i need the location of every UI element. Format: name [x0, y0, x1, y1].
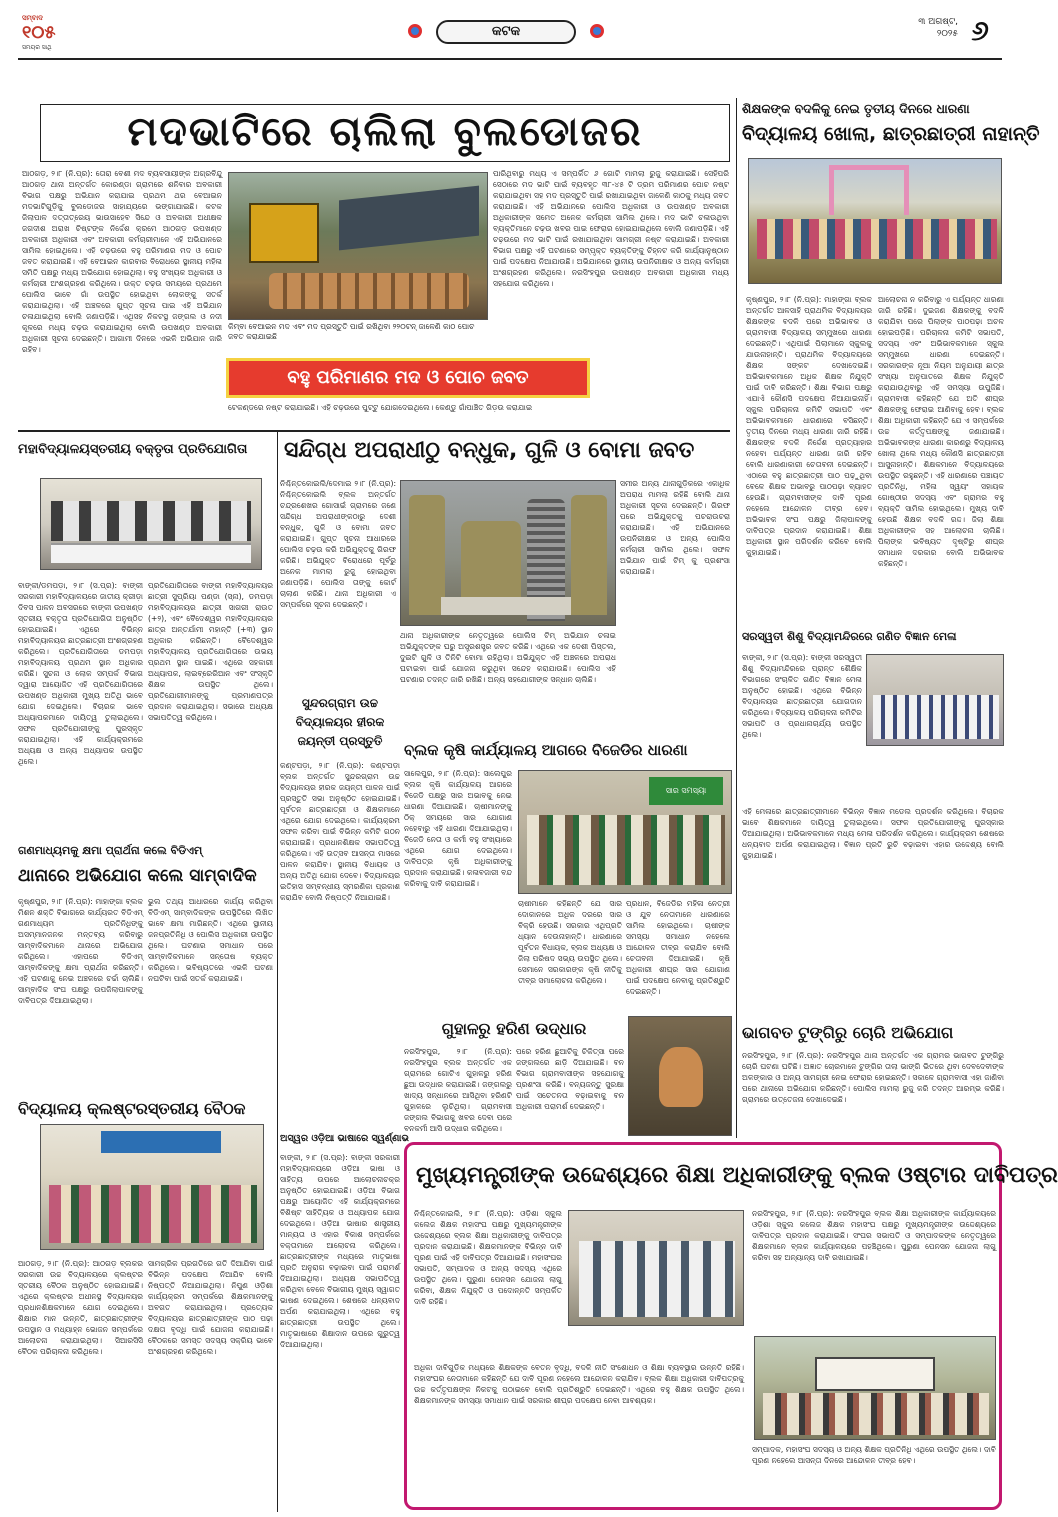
cm-headline: ମୁଖ୍ୟମନ୍ତ୍ରୀଙ୍କ ଉଦ୍ଦେଶ୍ୟରେ ଶିକ୍ଷା ଅଧିକାରୀଙ୍କୁ ବ୍ଲକ ଓଷ୍ଟାର ଦାବିପତ୍ର: [416, 1163, 1058, 1188]
bjd-col1: ସାଲେପୁର, ୨।୮ (ନି.ପ୍ର): ସାଲେପୁର ବ୍ଲକ କୃଷି କାର୍ଯ୍ୟାଳୟ ଆଗରେ ବିଜେଡି ପକ୍ଷରୁ ସାର ଅଭାବକୁ ନେଇ ଧାରଣା ଦିଆଯାଇଛି। ଚାଷୀମାନଙ୍କୁ ଠିକ୍ ସମୟରେ ସାର ଯୋଗାଣ ନହେବାରୁ ଏହି ଧାରଣା ଦିଆଯାଇଥିଲା। ବିଜେଡି ନେତା ଓ କର୍ମୀ ବହୁ ସଂଖ୍ୟାରେ ଏଥିରେ ଯୋଗ ଦେଇଥିଲେ। ଦାବିପତ୍ର କୃଷି ଅଧିକାରୀଙ୍କୁ ପ୍ରଦାନ କରାଯାଇଛି। କଳାବଜାରୀ ବନ୍ଦ କରିବାକୁ ଦାବି କରାଯାଇଛି।: [404, 769, 512, 888]
school-col2: ଆଲୋଚନା ନ କରିବାରୁ ଏ ପର୍ଯ୍ୟନ୍ତ ଧାରଣା ଜାରି ରହିଛି। ଦୁଇଜଣ ଶିକ୍ଷକଙ୍କୁ ବଦଳି କରାଯିବା ପରେ ପିଲାଙ୍କ ପାଠପଢ଼ା ଅଚଳ ହୋଇପଡ଼ିଛି। ପରିଚାଳନା କମିଟି ସଭାପତି, ସଦସ୍ୟ ଏବଂ ଅଭିଭାବକମାନେ ସ୍କୁଲ ସମ୍ମୁଖରେ ଧାରଣା ଦେଇଛନ୍ତି। ସରକାରଙ୍କ ନୂଆ ନିୟମ ଅନୁଯାୟୀ ଛାତ୍ର ସଂଖ୍ୟା ଅନୁପାତରେ ଶିକ୍ଷକ ନିଯୁକ୍ତି କରାଯାଉଥିବାରୁ ଏହି ସମସ୍ୟା ଉପୁଜିଛି। ଗ୍ରାମବାସୀ କହିଛନ୍ତି ଯେ ଅତି ଶୀଘ୍ର ଶିକ୍ଷକଙ୍କୁ ଫେରାଇ ଆଣିବାକୁ ହେବ। ବ୍ଲକ ଶିକ୍ଷା ଅଧିକାରୀ କହିଛନ୍ତି ଯେ ଏ ସମ୍ପର୍କରେ ଉଚ୍ଚ କର୍ତ୍ତୃପକ୍ଷଙ୍କୁ ଜଣାଯାଇଛି। ଅଭିଭାବକଙ୍କ ଧାରଣା କାରଣରୁ ବିଦ୍ୟାଳୟ ଖୋଲା ଥିଲେ ମଧ୍ୟ କୌଣସି ଛାତ୍ରଛାତ୍ରୀ ଆସୁନାହାନ୍ତି। ଶିକ୍ଷକମାନେ ବିଦ୍ୟାଳୟରେ ଉପସ୍ଥିତ ରହୁଛନ୍ତି। ଏହି ଧାରଣାରେ ପଞ୍ଚାୟତ ପ୍ରତିନିଧି, ମହିଳା ସ୍ୱୟଂ ସହାୟକ ଗୋଷ୍ଠୀର ସଦସ୍ୟ ଏବଂ ଗ୍ରାମର ବହୁ ବ୍ୟକ୍ତି ସାମିଲ ହୋଇଥିଲେ। ମୁଖ୍ୟ ଦାବି ହେଉଛି ଶିକ୍ଷକ ବଦଳି ରଦ୍ଦ। ଜିଲା ଶିକ୍ଷା ଅଧିକାରୀଙ୍କ ସହ ଆଲୋଚନା ଚାଲିଛି। ପିଲାଙ୍କ ଭବିଷ୍ୟତ ଦୃଷ୍ଟିରୁ ଶୀଘ୍ର ସମାଧାନ ଦରକାର ବୋଲି ଅଭିଭାବକ କହିଛନ୍ତି।: [878, 295, 1004, 568]
cm-col3: ନରସିଂହପୁର, ୨।୮ (ନି.ପ୍ର): ନରସିଂହପୁର ବ୍ଲକ ଶିକ୍ଷା ଅଧିକାରୀଙ୍କ କାର୍ଯ୍ୟାଳୟରେ ଓଡ଼ିଶା ସ୍କୁଲ କଲେଜ ଶିକ୍ଷକ ମହାସଂଘ ପକ୍ଷରୁ ମୁଖ୍ୟମନ୍ତ୍ରୀଙ୍କ ଉଦ୍ଦେଶ୍ୟରେ ଦାବିପତ୍ର ପ୍ରଦାନ କରାଯାଇଛି। ସଂଘର ସଭାପତି ଓ ସମ୍ପାଦକଙ୍କ ନେତୃତ୍ୱରେ ଶିକ୍ଷକମାନେ ବ୍ଲକ କାର୍ଯ୍ୟାଳୟରେ ପହଞ୍ଚିଥିଲେ। ପୁରୁଣା ପେନସନ ଯୋଜନା ଲାଗୁ କରିବା ସହ ଅନ୍ୟାନ୍ୟ ଦାବି ରଖାଯାଇଛି।: [752, 1209, 996, 1262]
date-line-2: ୨୦୨୫: [936, 29, 958, 39]
deer-col1: ନରସିଂହପୁର, ୨।୮ (ନି.ପ୍ର): ନରସିଂହପୁର ବ୍ଲକ ଅନ୍ତର୍ଗତ ଏକ ଗ୍ରାମରେ ଗୋଟିଏ ଗୁହାଳରୁ ହରିଣ ଛୁଆ ଉଦ୍ଧାର କରାଯାଇଛି। ଜଙ୍ଗଲରୁ ଖାଦ୍ୟ ସନ୍ଧାନରେ ଆସିଥିବା ହରିଣଟି ଗୁହାଳରେ ଲୁଚିଥିଲା। ଗ୍ରାମବାସୀ ଜଙ୍ଗଲ ବିଭାଗକୁ ଖବର ଦେବା ପରେ ବନକର୍ମୀ ଆସି ଉଦ୍ଧାର କରିଥିଲେ।: [404, 1047, 512, 1133]
debate-photo: [40, 478, 262, 570]
sundargram-headline-3: ଜୟନ୍ତୀ ପ୍ରସ୍ତୁତି: [297, 734, 383, 748]
arms-photo: [400, 480, 616, 626]
bjd-banner: ସାର ସମସ୍ୟା: [649, 777, 723, 805]
odia-body: ବାଙ୍କୀ, ୨।୮ (ସ.ପ୍ର): ବାଙ୍କୀ ସରକାରୀ ମହାବିଦ୍ୟାଳୟରେ ଓଡ଼ିଆ ଭାଷା ଓ ସାହିତ୍ୟ ଉପରେ ଆଲୋଚନାଚକ୍ର ଅନୁଷ୍ଠିତ ହୋଇଯାଇଛି। ଓଡ଼ିଆ ବିଭାଗ ପକ୍ଷରୁ ଆୟୋଜିତ ଏହି କାର୍ଯ୍ୟକ୍ରମରେ ବିଶିଷ୍ଟ ସାହିତ୍ୟିକ ଓ ଅଧ୍ୟାପକ ଯୋଗ ଦେଇଥିଲେ। ଓଡ଼ିଆ ଭାଷାର ଶାସ୍ତ୍ରୀୟ ମାନ୍ୟତା ଓ ଏହାର ବିକାଶ ସମ୍ପର୍କରେ ବକ୍ତାମାନେ ଆଲୋଚନା କରିଥିଲେ। ଛାତ୍ରଛାତ୍ରୀଙ୍କ ମଧ୍ୟରେ ମାତୃଭାଷା ପ୍ରତି ଅନୁରାଗ ବଢ଼ାଇବା ପାଇଁ ପରାମର୍ଶ ଦିଆଯାଇଥିଲା। ଅଧ୍ୟକ୍ଷ ସଭାପତିତ୍ୱ କରିଥିବା ବେଳେ ବିଭାଗୀୟ ମୁଖ୍ୟ ସ୍ୱାଗତ ଭାଷଣ ଦେଇଥିଲେ। ଶେଷରେ ଧନ୍ୟବାଦ ଅର୍ପଣ କରାଯାଇଥିଲା। ଏଥିରେ ବହୁ ଛାତ୍ରଛାତ୍ରୀ ଉପସ୍ଥିତ ଥିଲେ। ମାତୃଭାଷାରେ ଶିକ୍ଷାଦାନ ଉପରେ ଗୁରୁତ୍ୱ ଦିଆଯାଇଥିଲା।: [280, 1153, 400, 1349]
logs-icon: [269, 273, 469, 309]
bjd-col2: ଚାଷୀମାନେ କହିଛନ୍ତି ଯେ ସାର ଦୋକାନରେ ଅଧିକ ଦରରେ ସାର ବିକ୍ରି ହେଉଛି। ସରକାର ଏଥିପ୍ରତି ଧ୍ୟାନ ଦେଉନାହାନ୍ତି। ଧାରଣାରେ ପୂର୍ବତନ ବିଧାୟକ, ବ୍ଲକ ଅଧ୍ୟକ୍ଷ ଓ ଜିଲା ପରିଷଦ ସଭ୍ୟ ଉପସ୍ଥିତ ଥିଲେ। ସେମାନେ ସରକାରଙ୍କ କୃଷି ନୀତିକୁ ତୀବ୍ର ସମାଲୋଚନା କରିଥିଲେ।: [518, 899, 622, 985]
newspaper-logo: [22, 14, 82, 51]
sundargram-headline: [280, 694, 400, 754]
cm-col1: ନିଶ୍ଚିନ୍ତକୋଇଲି, ୨।୮ (ନି.ପ୍ର): ଓଡ଼ିଶା ସ୍କୁଲ କଲେଜ ଶିକ୍ଷକ ମହାସଂଘ ପକ୍ଷରୁ ମୁଖ୍ୟମନ୍ତ୍ରୀଙ୍କ ଉଦ୍ଦେଶ୍ୟରେ ବ୍ଲକ ଶିକ୍ଷା ଅଧିକାରୀଙ୍କୁ ଦାବିପତ୍ର ପ୍ରଦାନ କରାଯାଇଛି। ଶିକ୍ଷକମାନଙ୍କ ବିଭିନ୍ନ ଦାବି ପୂରଣ ପାଇଁ ଏହି ଦାବିପତ୍ର ଦିଆଯାଇଛି। ମହାସଂଘର ସଭାପତି, ସମ୍ପାଦକ ଓ ଅନ୍ୟ ସଦସ୍ୟ ଏଥିରେ ଉପସ୍ଥିତ ଥିଲେ। ପୁରୁଣା ପେନସନ ଯୋଜନା ଲାଗୁ କରିବା, ଶିକ୍ଷକ ନିଯୁକ୍ତି ଓ ପଦୋନ୍ନତି ସମ୍ପର୍କିତ ଦାବି ରହିଛି।: [414, 1209, 562, 1306]
meeting-headline: ବିଦ୍ୟାଳୟ କ୍ଲଷ୍ଟରସ୍ତରୀୟ ବୈଠକ: [18, 1099, 246, 1118]
column-rule-right: [736, 98, 737, 1138]
meeting-photo: [40, 1124, 264, 1250]
demand-banner-icon: [815, 1357, 935, 1391]
bjd-col3: ପ୍ରଧାନ, ବିଜେଡିର ମହିଳା ନେତ୍ରୀ ଓ ଯୁବ ନେତାମାନେ ଧାରଣାରେ ସାମିଲ ହୋଇଥିଲେ। ଚାଷୀଙ୍କ ସମସ୍ୟା ସମାଧାନ ନହେଲେ ଆନ୍ଦୋଳନ ତୀବ୍ର କରାଯିବ ବୋଲି ଚେତାବନୀ ଦିଆଯାଇଛି। କୃଷି ଅଧିକାରୀ ଶୀଘ୍ର ସାର ଯୋଗାଣ ପାଇଁ ପଦକ୍ଷେପ ନେବାକୁ ପ୍ରତିଶ୍ରୁତି ଦେଇଛନ୍ତି।: [626, 899, 730, 996]
table-icon: [51, 543, 251, 563]
bulldozer-photo-caption: କିମ୍ବା ବେଆଇନ ମଦ ଏବଂ ମଦ ପ୍ରସ୍ତୁତି ପାଇଁ ରଖିଥିବା ୨୨୦ଟନ୍ ଜାଳେଣି କାଠ ପୋଚ ଜବତ କରାଯାଇଛି: [228, 322, 475, 341]
school-gate-icon: [829, 165, 909, 215]
debate-col2: ପ୍ରତିଯୋଗିତାରେ ବାଙ୍କୀ ମହାବିଦ୍ୟାଳୟର ଛାତ୍ରୀ ସୁପ୍ରିୟା ପଣ୍ଡା (ସ୍ନା), ଡମପଡ଼ା ମହାବିଦ୍ୟାଳୟର ଛାତ୍ରୀ ସାଗରୀ ରାଉତ (+୨), ଏବଂ ବୈଦେଶ୍ୱର ମହାବିଦ୍ୟାଳୟର ଛାତ୍ର ଅନ୍ତର୍ଯାମୀ ମହାନ୍ତି (+୩) ସ୍ଥାନ ଅଧିକାର କରିଛନ୍ତି। ବୈଦେଶ୍ୱର ମହାବିଦ୍ୟାଳୟ ପ୍ରତିଯୋଗିତାରେ ଉଭୟ ପ୍ରଥମ ସ୍ଥାନ ପାଇଛି। ଏଥିରେ ସହକାରୀ ଅଧ୍ୟାପକ, ଲାଇବ୍ରେରିଆନ ଏବଂ ସଂସ୍କୃତି ଶିକ୍ଷକ ଉପସ୍ଥିତ ଥିଲେ। ପ୍ରତିଯୋଗୀମାନଙ୍କୁ ପ୍ରମାଣପତ୍ର ପ୍ରଦାନ କରାଯାଇଥିଲା। ସଭାରେ ଅଧ୍ୟକ୍ଷ ସଭାପତିତ୍ୱ କରିଥିଲେ।: [148, 581, 273, 722]
science-photo: [866, 654, 1004, 746]
bulldozer-bottom-line: ଟେକଣ୍ଡରେ ନଷ୍ଟ କରାଯାଇଛି। ଏହି ଚଢ଼ଉରେ ପୁଟ୍ଟୁ ଯୋଗଦେଇଥିଲେ। କେଣ୍ଡୁ ଗାଁପାଞ୍ଚିତ ଗିଡ଼ଉ କରାଯାଇ: [228, 403, 533, 412]
cm-photo-2: [754, 1336, 996, 1440]
page-number: ୬: [971, 14, 989, 47]
shed-roof-icon: [339, 186, 479, 251]
protesters-seated-icon: [527, 815, 725, 885]
bulldozer-icon: [249, 203, 319, 263]
bjd-headline: ବ୍ଲକ କୃଷି କାର୍ଯ୍ୟାଳୟ ଆଗରେ ବିଜେଡିର ଧାରଣା: [404, 741, 688, 759]
bulldozer-photo: [228, 172, 488, 320]
arms-headline: ସନ୍ଦିଗ୍ଧ ଅପରାଧୀଠୁ ବନ୍ଧୁକ, ଗୁଳି ଓ ବୋମା ଜବତ: [284, 438, 695, 463]
sundargram-headline-2: ବିଦ୍ୟାଳୟର ହୀରକ: [295, 715, 385, 729]
sundargram-headline-1: ସୁନ୍ଦରଗ୍ରାମ ଉଚ୍ଚ: [301, 696, 379, 710]
masthead-divider: [18, 58, 1002, 60]
left-dot-icon: [408, 24, 422, 38]
logo-small-text: ସମ୍ବାଦ: [22, 14, 43, 22]
odia-headline: ଅସ୍ୱର ଓଡ଼ିଆ ଭାଷାରେ ସ୍ୱର୍ଣ୍ଣାଭ: [280, 1133, 409, 1144]
seized-arms-table-icon: [441, 597, 571, 615]
ganamadhyam-headline-1: ଗଣମାଧ୍ୟମକୁ କ୍ଷମା ପ୍ରାର୍ଥନା କଲେ ବିଡିଏମ୍: [18, 844, 203, 857]
police-officer-right-icon: [571, 495, 607, 615]
teachers-group-icon: [763, 1393, 989, 1435]
ganamadhyam-col2: ଭୁଲ ତଥ୍ୟ ଆଧାରରେ କାର୍ଯ୍ୟ କରିଥିବା ବିଡିଏମ୍ ସାମ୍ବାଦିକଙ୍କ ଉପସ୍ଥିତିରେ ଲିଖିତ ଭାବେ କ୍ଷମା ମାଗିଛନ୍ତି। ଏଥିରେ ସ୍ଥାନୀୟ ଜନପ୍ରତିନିଧି ଓ ପୋଲିସ ଅଧିକାରୀ ଉପସ୍ଥିତ ଥିଲେ। ଘଟଣାର ସମାଧାନ ପରେ ସାମ୍ବାଦିକମାନେ ସନ୍ତୋଷ ବ୍ୟକ୍ତ କରିଥିଲେ। ଭବିଷ୍ୟତରେ ଏଭଳି ଘଟଣା ନଘଟିବା ପାଇଁ ସତର୍କ କରାଯାଇଛି।: [148, 897, 273, 983]
meeting-col2: ସାମଗ୍ରିକ ପ୍ରଗତିରେ ଗତି ଦିଆଯିବା ପାଇଁ ବିଭିନ୍ନ ପଦକ୍ଷେପ ନିଆଯିବ ବୋଲି ନିଷ୍ପତ୍ତି ନିଆଯାଇଥିଲା। ନିପୁଣ ଓଡ଼ିଶା କାର୍ଯ୍ୟକ୍ରମ ସମ୍ପର୍କରେ ଶିକ୍ଷକମାନଙ୍କୁ ଅବଗତ କରାଯାଇଥିଲା। ପ୍ରତ୍ୟେକ ବିଦ୍ୟାଳୟର ଛାତ୍ରଛାତ୍ରୀଙ୍କ ପାଠ ପଢ଼ା ଦକ୍ଷତା ବୃଦ୍ଧି ପାଇଁ ଯୋଜନା କରାଯାଇଛି। ବୈଠକରେ ସମସ୍ତ ସଦସ୍ୟ ସକ୍ରିୟ ଭାବେ ଅଂଶଗ୍ରହଣ କରିଥିଲେ।: [148, 1259, 273, 1356]
meeting-col1: ଆଠଗଡ଼, ୨।୮ (ନି.ପ୍ର): ଆଠଗଡ଼ ବ୍ଲକର ସରକାରୀ ଉଚ୍ଚ ବିଦ୍ୟାଳୟରେ କ୍ଲଷ୍ଟର ସ୍ତରୀୟ ବୈଠକ ଅନୁଷ୍ଠିତ ହୋଇଯାଇଛି। ଏଥିରେ କ୍ଲଷ୍ଟର ଅଧୀନସ୍ଥ ବିଦ୍ୟାଳୟର ପ୍ରଧାନଶିକ୍ଷକମାନେ ଯୋଗ ଦେଇଥିଲେ। ଶିକ୍ଷାର ମାନ ଉନ୍ନତି, ଛାତ୍ରଛାତ୍ରୀଙ୍କ ଉପସ୍ଥାନ ଓ ମଧ୍ୟାହ୍ନ ଭୋଜନ ସମ୍ପର୍କରେ ଆଲୋଚନା କରାଯାଇଥିଲା। ସିଆରସିସି ବୈଠକ ପରିଚାଳନା କରିଥିଲେ।: [18, 1259, 143, 1356]
science-col1: ବାଙ୍କୀ, ୨।୮ (ସ.ପ୍ର): ବାଙ୍କୀ ସରସ୍ୱତୀ ଶିଶୁ ବିଦ୍ୟାମନ୍ଦିରରେ ପ୍ରାନ୍ତ ଶୈକ୍ଷିକ ବିଭାଗରେ ସଂଚାଳିତ ଗଣିତ ବିଜ୍ଞାନ ମେଳା ଅନୁଷ୍ଠିତ ହୋଇଛି। ଏଥିରେ ବିଭିନ୍ନ ବିଦ୍ୟାଳୟର ଛାତ୍ରଛାତ୍ରୀ ଯୋଗଦାନ କରିଥିଲେ। ବିଦ୍ୟାଳୟ ପରିଚାଳନା କମିଟିର ସଭାପତି ଓ ପ୍ରଧାନାଚାର୍ଯ୍ୟ ଉପସ୍ଥିତ ଥିଲେ।: [742, 653, 862, 739]
arms-col1: ନିଶ୍ଚିନ୍ତକୋଇଲି/ଦେମାଇ ୨।୮ (ନି.ପ୍ର): ନିଶ୍ଚିନ୍ତକୋଇଲି ବ୍ଲକ ଅନ୍ତର୍ଗତ ଚନ୍ଦ୍ରଶେଖର ଗୋସାଇଁ ଗ୍ରାମରେ ଜଣେ ସନ୍ଦିଗ୍ଧ ଅପରାଧୀଙ୍କଠାରୁ ଦେଶୀ ବନ୍ଧୁକ, ଗୁଳି ଓ ବୋମା ଜବତ କରାଯାଇଛି। ଗୁପ୍ତ ସୂଚନା ଆଧାରରେ ପୋଲିସ ଚଢ଼ଉ କରି ଅଭିଯୁକ୍ତକୁ ଗିରଫ କରିଛି। ଅଭିଯୁକ୍ତ ବିରୋଧରେ ପୂର୍ବରୁ ଅନେକ ମାମଲା ରୁଜୁ ହୋଇଥିବା ଜଣାପଡ଼ିଛି। ପୋଲିସ ତାଙ୍କୁ କୋର୍ଟ ଚାଲାଣ କରିଛି। ଥାନା ଅଧିକାରୀ ଏ ସମ୍ପର୍କରେ ସୂଚନା ଦେଇଛନ୍ତି।: [280, 479, 396, 609]
deer-icon: [659, 1047, 703, 1107]
deer-col2: ପରେ ହରିଣ ଛୁଆଟିକୁ ଚିକିତ୍ସା ପରେ ଜଙ୍ଗଲରେ ଛାଡ଼ି ଦିଆଯାଇଛି। ବନ ବିଭାଗ ଗ୍ରାମବାସୀଙ୍କ ସହଯୋଗକୁ ପ୍ରଶଂସା କରିଛି। ବନ୍ୟଜନ୍ତୁ ସୁରକ୍ଷା ପାଇଁ ସଚେତନତା ବଢ଼ାଇବାକୁ ବନ ଅଧିକାରୀ ପରାମର୍ଶ ଦେଇଛନ୍ତି।: [516, 1047, 624, 1111]
bjd-photo: [518, 770, 732, 894]
science-col2: ଏହି ମେଳାରେ ଛାତ୍ରଛାତ୍ରୀମାନେ ବିଭିନ୍ନ ବିଜ୍ଞାନ ମଡେଲ ପ୍ରଦର୍ଶନ କରିଥିଲେ। ବିଚାରକ ଭାବେ ଶିକ୍ଷକମାନେ ଦାୟିତ୍ୱ ତୁଲାଇଥିଲେ। ସଫଳ ପ୍ରତିଯୋଗୀଙ୍କୁ ପୁରସ୍କାର ଦିଆଯାଇଥିଲା। ଅଭିଭାବକମାନେ ମଧ୍ୟ ମେଳା ପରିଦର୍ଶନ କରିଥିଲେ। କାର୍ଯ୍ୟକ୍ରମ ଶେଷରେ ଧନ୍ୟବାଦ ଅର୍ପଣ କରାଯାଇଥିଲା। ବିଜ୍ଞାନ ପ୍ରତି ରୁଚି ବଢ଼ାଇବା ଏହାର ଉଦ୍ଦେଶ୍ୟ ବୋଲି କୁହାଯାଇଛି।: [742, 807, 1004, 860]
arms-col3: ସମୀର ଅନ୍ୟ ଥାନାଗୁଡ଼ିକରେ ଏକାଧିକ ଅପରାଧ ମାମଲା ରହିଛି ବୋଲି ଥାନା ଅଧିକାରୀ ସୂଚନା ଦେଇଛନ୍ତି। ଗିରଫ ପରେ ଅଭିଯୁକ୍ତକୁ ପଚରାଉଚରା କରାଯାଇଛି। ଏହି ଅଭିଯାନରେ ଉପନିରୀକ୍ଷକ ଓ ଅନ୍ୟ ପୋଲିସ କର୍ମଚାରୀ ସାମିଲ ଥିଲେ। ସଫଳ ଅଭିଯାନ ପାଇଁ ଟିମ୍ କୁ ପ୍ରଶଂସା କରାଯାଇଛି।: [620, 479, 730, 576]
protesters-icon: [757, 219, 997, 259]
bulldozer-headline: ମଦଭାଟିରେ ଚାଲିଲା ବୁଲଡୋଜର: [127, 109, 643, 155]
bulldozer-headline-box: [40, 104, 730, 162]
science-headline: ସରସ୍ୱତୀ ଶିଶୁ ବିଦ୍ୟାମନ୍ଦିରରେ ଗଣିତ ବିଜ୍ଞାନ ମେଳା: [742, 630, 957, 643]
date-line-1: ୩ ଅଗଷ୍ଟ,: [918, 17, 958, 27]
school-photo: [748, 158, 1002, 284]
bulldozer-col1: ଆଠଗଡ଼, ୨।୮ (ନି.ପ୍ର): ତୋରା ବେଶୀ ମଦ ବ୍ୟବସାୟୀଙ୍କ ଅଗ୍ରବିନ୍ଦୁ ଆଠଗଡ଼ ଥାନା ଅନ୍ତର୍ଗତ କୋରଣ୍ଡା ଗ୍ରାମରେ ଶନିବାର ଅବକାରୀ ବିଭାଗ ପକ୍ଷରୁ ଅଭିଯାନ କରାଯାଇ ପ୍ରଥମ ଥର ବେଆଇନ ମଦଭାଟିଗୁଡ଼ିକୁ ବୁଲଡୋଜର ସାହାଯ୍ୟରେ ଭଙ୍ଗାଯାଇଛି। କଟକ ଜିଲାପାଳ ଦତ୍ତାତ୍ରେୟ ଭାଉସାହେବ ସିନ୍ଦେ ଓ ଅବକାରୀ ଅଧୀକ୍ଷକ ଜଗଦୀଶ ଅରାଖ ଚିଷ୍ଟଙ୍କ ନିର୍ଦ୍ଦେଶ କ୍ରମେ ଆଠଗଡ଼ ଉପଖଣ୍ଡ ଅବକାରୀ ଅଧିକାରୀ ଏବଂ ଅବକାରୀ କର୍ମଚାରୀମାନେ ଏହି ଅଭିଯାନରେ ସାମିଲ ହୋଇଥିଲେ। ଏହି ଚଢ଼ଉରେ ବହୁ ପରିମାଣର ମଦ ଓ ପୋଚ ଜବତ କରାଯାଇଛି। ଏହି ବେଆଇନ କାରବାର ବିରୋଧରେ ସ୍ଥାନୀୟ ମହିଳା ସମିତି ପକ୍ଷରୁ ମଧ୍ୟ ଅଭିଯୋଗ ହୋଇଥିଲା। ବହୁ ସଂଖ୍ୟକ ଅଧିକାରୀ ଓ କର୍ମଚାରୀ ଅଂଶଗ୍ରହଣ କରିଥିଲେ। ଉକ୍ତ ଚଢ଼ଉ ସମୟରେ ପ୍ରଥମେ ପୋଲିସ ଭାବେ ଗାଁ ଉପସ୍ଥିତ ହୋଇଥିବା ଲୋକଙ୍କୁ ସତର୍କ କରାଯାଇଥିଲା। ଏହି ଅଞ୍ଚଳରେ ଗୁପ୍ତ ସୂଚନା ପାଇ ଏହି ଅଭିଯାନ ଚଳାଯାଇଥିଲା ବୋଲି ଜଣାପଡ଼ିଛି। ଏଥିସହ ନିକଟସ୍ଥ ଜଙ୍ଗଲ ଓ ନଦୀ କୂଳରେ ମଧ୍ୟ ଚଢ଼ଉ କରାଯାଇଥିଲା ବୋଲି ଉପଖଣ୍ଡ ଅବକାରୀ ଅଧିକାରୀ ସୂଚନା ଦେଇଛନ୍ତି। ଆଗାମୀ ଦିନରେ ଏଭଳି ଅଭିଯାନ ଜାରି ରହିବ।: [22, 169, 222, 354]
ganamadhyam-headline-2: ଥାନାରେ ଅଭିଯୋଗ କଲେ ସାମ୍ବାଦିକ: [18, 866, 257, 886]
police-officer-left-icon: [409, 495, 445, 615]
meeting-banner-icon: [101, 1131, 221, 1153]
logo-big-text: ୧୦୫: [22, 22, 56, 43]
right-dot-icon: [590, 24, 604, 38]
column-rule-left: [277, 432, 278, 1512]
section-header: [406, 18, 606, 46]
students-seated-icon: [873, 695, 999, 739]
sundargram-body: କଣ୍ଟପଡ଼ା, ୨।୮ (ନି.ପ୍ର): କଣ୍ଟପଡ଼ା ବ୍ଲକ ଅନ୍ତର୍ଗତ ସୁନ୍ଦରଗ୍ରାମ ଉଚ୍ଚ ବିଦ୍ୟାଳୟର ହୀରକ ଜୟନ୍ତୀ ପାଳନ ପାଇଁ ପ୍ରସ୍ତୁତି ସଭା ଅନୁଷ୍ଠିତ ହୋଇଯାଇଛି। ପୂର୍ବତନ ଛାତ୍ରଛାତ୍ରୀ ଓ ଶିକ୍ଷକମାନେ ଏଥିରେ ଯୋଗ ଦେଇଥିଲେ। କାର୍ଯ୍ୟକ୍ରମ ସଫଳ କରିବା ପାଇଁ ବିଭିନ୍ନ କମିଟି ଗଠନ କରାଯାଇଛି। ପ୍ରଧାନଶିକ୍ଷକ ସଭାପତିତ୍ୱ କରିଥିଲେ। ଏହି ଉତ୍ସବ ଆସନ୍ତା ମାସରେ ପାଳନ କରାଯିବ। ସ୍ଥାନୀୟ ବିଧାୟକ ଓ ଅନ୍ୟ ଅତିଥି ଯୋଗ ଦେବେ। ବିଦ୍ୟାଳୟର ଇତିହାସ ସମ୍ବନ୍ଧୀୟ ସ୍ମରଣିକା ପ୍ରକାଶ କରାଯିବ ବୋଲି ନିଷ୍ପତ୍ତି ନିଆଯାଇଛି।: [280, 761, 400, 902]
debate-headline: ମହାବିଦ୍ୟାଳୟସ୍ତରୀୟ ବକ୍ତୃତା ପ୍ରତିଯୋଗିତା: [18, 442, 248, 457]
cm-col3-bottom: ସମ୍ପାଦକ, ମହାସଂଘ ସଦସ୍ୟ ଓ ଅନ୍ୟ ଶିକ୍ଷକ ପ୍ରତିନିଧି ଏଥିରେ ଉପସ୍ଥିତ ଥିଲେ। ଦାବି ପୂରଣ ନହେଲେ ଆସନ୍ତା ଦିନରେ ଆନ୍ଦୋଳନ ତୀବ୍ର ହେବ।: [752, 1445, 996, 1465]
officials-icon: [579, 1241, 735, 1317]
issue-date: [888, 16, 958, 50]
logo-sub-text: ସମୟର ସାଥି: [22, 44, 52, 51]
debate-col1: ବାଙ୍କୀ/ଡମପଡ଼ା, ୨।୮ (ସ.ପ୍ର): ବାଙ୍କୀ ସରକାରୀ ମହାବିଦ୍ୟାଳୟରେ ଜାତୀୟ କ୍ରୀଡ଼ା ଦିବସ ପାଳନ ଅବସରରେ ବାଙ୍କୀ ଉପଖଣ୍ଡ ସ୍ତରୀୟ ବକ୍ତୃତା ପ୍ରତିଯୋଗିତା ଅନୁଷ୍ଠିତ ହୋଇଯାଇଛି। ଏଥିରେ ବିଭିନ୍ନ ମହାବିଦ୍ୟାଳୟର ଛାତ୍ରଛାତ୍ରୀ ଅଂଶଗ୍ରହଣ କରିଥିଲେ। ପ୍ରତିଯୋଗିତାରେ ଡମପଡ଼ା ମହାବିଦ୍ୟାଳୟ ପ୍ରଥମ ସ୍ଥାନ ଅଧିକାର କରିଛି। ସୁଚନା ଓ ଲୋକ ସମ୍ପର୍କ ବିଭାଗ ଦ୍ୱାରା ଆୟୋଜିତ ଏହି ପ୍ରତିଯୋଗିତାରେ ଉପଖଣ୍ଡ ଅଧିକାରୀ ମୁଖ୍ୟ ଅତିଥି ଭାବେ ଯୋଗ ଦେଇଥିଲେ। ବିଚାରକ ଭାବେ ଅଧ୍ୟାପକମାନେ ଦାୟିତ୍ୱ ତୁଲାଇଥିଲେ। ସଫଳ ପ୍ରତିଯୋଗୀଙ୍କୁ ପୁରସ୍କୃତ କରାଯାଇଥିଲା। ଏହି କାର୍ଯ୍ୟକ୍ରମରେ ଅଧ୍ୟକ୍ଷ ଓ ଅନ୍ୟ ଅଧ୍ୟାପକ ଉପସ୍ଥିତ ଥିଲେ।: [18, 581, 144, 766]
deer-headline: ଗୁହାଳରୁ ହରିଣ ଉଦ୍ଧାର: [441, 1019, 587, 1038]
attendees-icon: [49, 1185, 257, 1243]
cm-photo-1: [568, 1210, 744, 1326]
school-headline: ବିଦ୍ୟାଳୟ ଖୋଲା, ଛାତ୍ରଛାତ୍ରୀ ନାହାନ୍ତି: [742, 123, 1040, 145]
arms-col2: ଥାନା ଅଧିକାରୀଙ୍କ ନେତୃତ୍ୱରେ ପୋଲିସ ଟିମ୍ ଅଭିଯାନ ଚଳାଇ ଅଭିଯୁକ୍ତଙ୍କ ଘରୁ ଅସ୍ତ୍ରଶସ୍ତ୍ର ଜବତ କରିଛି। ଏଥିରେ ଏକ ଦେଶୀ ପିସ୍ତଲ, ଦୁଇଟି ଗୁଳି ଓ ତିନିଟି ବୋମା ରହିଥିଲା। ଅଭିଯୁକ୍ତ ଏହି ଅଞ୍ଚଳରେ ଅପରାଧ ଘଟାଇବା ପାଇଁ ଯୋଜନା କରୁଥିବା ସନ୍ଦେହ କରାଯାଉଛି। ପୋଲିସ ଏହି ଘଟଣାର ତଦନ୍ତ ଜାରି ରଖିଛି। ଅନ୍ୟ ସହଯୋଗୀଙ୍କ ସନ୍ଧାନ ଚାଲିଛି।: [400, 631, 616, 684]
section-city-label: କଟକ: [436, 20, 576, 44]
deer-photo: [628, 1016, 732, 1136]
cm-col2: ଅଧିକା ଦାବିଗୁଡ଼ିକ ମଧ୍ୟରେ ଶିକ୍ଷକଙ୍କ ବେତନ ବୃଦ୍ଧି, ବଦଳି ନୀତି ସଂଶୋଧନ ଓ ଶିକ୍ଷା ବ୍ୟବସ୍ଥାର ଉନ୍ନତି ରହିଛି। ମହାସଂଘର ନେତାମାନେ କହିଛନ୍ତି ଯେ ଦାବି ପୂରଣ ନହେଲେ ଆନ୍ଦୋଳନ କରାଯିବ। ବ୍ଲକ ଶିକ୍ଷା ଅଧିକାରୀ ଦାବିପତ୍ରକୁ ଉଚ୍ଚ କର୍ତ୍ତୃପକ୍ଷଙ୍କ ନିକଟକୁ ପଠାଇବେ ବୋଲି ପ୍ରତିଶ୍ରୁତି ଦେଇଛନ୍ତି। ଏଥିରେ ବହୁ ଶିକ୍ଷକ ଉପସ୍ଥିତ ଥିଲେ। ଶିକ୍ଷକମାନଙ୍କ ସମସ୍ୟା ସମାଧାନ ପାଇଁ ସରକାର ଶୀଘ୍ର ପଦକ୍ଷେପ ନେବା ଆବଶ୍ୟକ।: [414, 1363, 744, 1405]
school-col1: କୃଷ୍ଣପୁର, ୨।୮ (ନି.ପ୍ର): ମାହାଙ୍ଗା ବ୍ଲକ ଅନ୍ତର୍ଗତ ଆଳସାହି ପ୍ରାଥମିକ ବିଦ୍ୟାଳୟର ଶିକ୍ଷକଙ୍କ ବଦଳି ପରେ ଅଭିଭାବକ ଓ ଗ୍ରାମବାସୀ ବିଦ୍ୟାଳୟ ସମ୍ମୁଖରେ ଧାରଣା ଦେଇଛନ୍ତି। ଏଥିପାଇଁ ପିଲାମାନେ ସ୍କୁଲକୁ ଯାଉନାହାନ୍ତି। ପ୍ରାଥମିକ ବିଦ୍ୟାଳୟରେ ଶିକ୍ଷକ ସଙ୍କଟ ଦେଖାଦେଇଛି। ଅଭିଭାବକମାନେ ଅଧିକ ଶିକ୍ଷକ ନିଯୁକ୍ତି ପାଇଁ ଦାବି କରିଛନ୍ତି। ଶିକ୍ଷା ବିଭାଗ ପକ୍ଷରୁ ଏଯାଏଁ କୌଣସି ପଦକ୍ଷେପ ନିଆଯାଇନାହିଁ। ସ୍କୁଲ ପରିଚାଳନା କମିଟି ସଭାପତି ଏବଂ ଅଭିଭାବକମାନେ ଧାରଣାରେ ବସିଛନ୍ତି। ତୃତୀୟ ଦିନରେ ମଧ୍ୟ ଧାରଣା ଜାରି ରହିଛି। ଶିକ୍ଷକଙ୍କ ବଦଳି ନିର୍ଦ୍ଦେଶ ପ୍ରତ୍ୟାହାର ନହେବା ପର୍ଯ୍ୟନ୍ତ ଧାରଣା ଜାରି ରହିବ ବୋଲି ଧାରଣାକାରୀ ଚେତାବନୀ ଦେଇଛନ୍ତି। ଏଠାରେ ବହୁ ଛାତ୍ରଛାତ୍ରୀ ପାଠ ପଢ଼ୁଥିବା ବେଳେ ଶିକ୍ଷକ ଅଭାବରୁ ପାଠପଢ଼ା ବ୍ୟାହତ ହେଉଛି। ଗ୍ରାମବାସୀଙ୍କ ଦାବି ପୂରଣ ନହେଲେ ଆନ୍ଦୋଳନ ତୀବ୍ର ହେବ। ଅଭିଭାବକ ସଂଘ ପକ୍ଷରୁ ଜିଲାପାଳଙ୍କୁ ଦାବିପତ୍ର ପ୍ରଦାନ କରାଯାଇଛି। ଶିକ୍ଷା ଅଧିକାରୀ ସ୍ଥାନ ପରିଦର୍ଶନ କରିବେ ବୋଲି କୁହାଯାଇଛି।: [746, 295, 872, 557]
theft-body: ନରସିଂହପୁର, ୨।୮ (ନି.ପ୍ର): ନରସିଂହପୁର ଥାନା ଅନ୍ତର୍ଗତ ଏକ ଗ୍ରାମର ଭାଗବତ ଟୁଙ୍ଗିରୁ ଚୋରି ଘଟଣା ଘଟିଛି। ଅଜ୍ଞାତ ଚୋରମାନେ ଟୁଙ୍ଗିର ତାଲା ଭାଙ୍ଗି ଭିତରେ ଥିବା ଦେବଦେବୀଙ୍କ ଅଳଙ୍କାର ଓ ଅନ୍ୟ ସାମଗ୍ରୀ ନେଇ ଫେରାର ହୋଇଛନ୍ତି। ସକାଳେ ଗ୍ରାମବାସୀ ଏହା ଜାଣିବା ପରେ ଥାନାରେ ଅଭିଯୋଗ କରିଛନ୍ତି। ପୋଲିସ ମାମଲା ରୁଜୁ କରି ତଦନ୍ତ ଆରମ୍ଭ କରିଛି। ଗ୍ରାମରେ ଉତ୍ତେଜନା ଦେଖାଦେଇଛି।: [742, 1051, 1004, 1104]
bulldozer-col2: ପାରିଥିବାରୁ ମଧ୍ୟ ଏ ସମ୍ପର୍କିତ ୬ ଗୋଟି ମାମଲା ରୁଜୁ କରାଯାଇଛି। ସେହିପରି ସେଠାରେ ମଦ ଭାଟି ପାଇଁ ବ୍ୟବହୃତ ୩୮-୪୫ ଟି ଡ୍ରମ ପରିମାଣର ପୋଚ ନଷ୍ଟ କରାଯାଇଥିବା ସହ ମଦ ପ୍ରସ୍ତୁତି ପାଇଁ ରଖାଯାଇଥିବା ଜାଳେଣି କାଠକୁ ମଧ୍ୟ ଜବତ କରାଯାଇଛି। ଏହି ଅଭିଯାନରେ ପୋଲିସ ଅଧିକାରୀ ଓ ଉପଖଣ୍ଡ ଅବକାରୀ ଅଧିକାରୀଙ୍କ ସମେତ ଅନେକ କର୍ମଚାରୀ ସାମିଲ ଥିଲେ। ମଦ ଭାଟି ଚଳାଉଥିବା ବ୍ୟକ୍ତିମାନେ ଚଢ଼ଉ ଖବର ପାଇ ଫେରାର ହୋଇଯାଇଥିଲେ ବୋଲି ଜଣାପଡ଼ିଛି। ଏହି ଚଢ଼ଉରେ ମଦ ଭାଟି ପାଇଁ ରଖାଯାଇଥିବା ସାମଗ୍ରୀ ନଷ୍ଟ କରାଯାଇଛି। ଅବକାରୀ ବିଭାଗ ପକ୍ଷରୁ ଏହି ଘଟଣାରେ ସମ୍ପୃକ୍ତ ବ୍ୟକ୍ତିଙ୍କୁ ଚିହ୍ନଟ କରି କାର୍ଯ୍ୟାନୁଷ୍ଠାନ ପାଇଁ ପଦକ୍ଷେପ ନିଆଯାଉଛି। ଅଭିଯାନରେ ସ୍ଥାନୀୟ ଉପନିରୀକ୍ଷକ ଓ ଅନ୍ୟ କର୍ମଚାରୀ ଅଂଶଗ୍ରହଣ କରିଥିଲେ। ନରସିଂହପୁର ଉପଖଣ୍ଡ ଅବକାରୀ ଅଧିକାରୀ ମଧ୍ୟ ସହଯୋଗ କରିଥିଲେ।: [493, 169, 729, 288]
students-icon: [51, 501, 251, 541]
ganamadhyam-col1: କୃଷ୍ଣପୁର, ୨।୮ (ନି.ପ୍ର): ମାହାଙ୍ଗା ବ୍ଲକ ମିଶନ ଶକ୍ତି ବିଭାଗରେ କାର୍ଯ୍ୟରତ ବିଡିଏମ୍ ଗଣମାଧ୍ୟମ ପ୍ରତିନିଧିଙ୍କୁ ଅସମ୍ମାନଜନକ ମନ୍ତବ୍ୟ କରିବାରୁ ସାମ୍ବାଦିକମାନେ ଥାନାରେ ଅଭିଯୋଗ କରିଥିଲେ। ଏହାପରେ ବିଡିଏମ୍ ସାମ୍ବାଦିକଙ୍କୁ କ୍ଷମା ପ୍ରାର୍ଥନା କରିଛନ୍ତି। ଏହି ଘଟଣାକୁ ନେଇ ଅଞ୍ଚଳରେ ଚର୍ଚ୍ଚା ଚାଲିଛି। ସାମ୍ବାଦିକ ସଂଘ ପକ୍ଷରୁ ଉପଜିଲାପାଳଙ୍କୁ ଦାବିପତ୍ର ଦିଆଯାଇଥିଲା।: [18, 897, 143, 1005]
theft-headline: ଭାଗବତ ଟୁଙ୍ଗିରୁ ଚୋରି ଅଭିଯୋଗ: [742, 1023, 954, 1042]
divider-1: [18, 430, 730, 432]
bulldozer-banner: ବହୁ ପରିମାଣର ମଦ ଓ ପୋଚ ଜବତ: [226, 358, 590, 398]
school-kicker: ଶିକ୍ଷକଙ୍କ ବଦଳିକୁ ନେଇ ତୃତୀୟ ଦିନରେ ଧାରଣା: [742, 101, 970, 116]
